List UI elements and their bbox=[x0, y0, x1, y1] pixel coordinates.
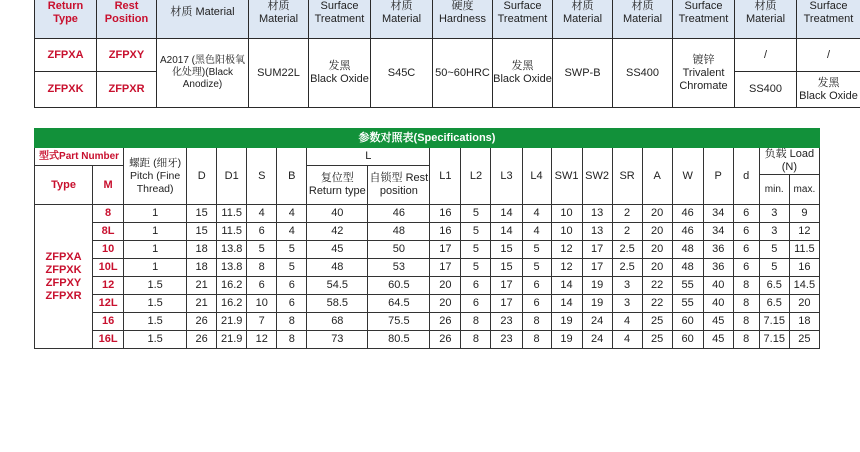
m-cell: 16 bbox=[93, 313, 124, 331]
header-material: 材质 Material bbox=[735, 0, 797, 39]
value-cell-lrest: 50 bbox=[368, 241, 430, 259]
spec-header-row-1 bbox=[35, 148, 820, 166]
value-cell-l4: 5 bbox=[522, 241, 551, 259]
value-cell-b: 5 bbox=[277, 259, 307, 277]
value-cell-lret: 42 bbox=[307, 223, 368, 241]
value-cell-l2: 5 bbox=[461, 259, 491, 277]
type-name: ZFPXR bbox=[45, 289, 82, 302]
value-cell-sw1: 12 bbox=[551, 241, 582, 259]
value-cell-max: 9 bbox=[789, 205, 819, 223]
value-cell-l4: 5 bbox=[522, 259, 551, 277]
spec-row bbox=[35, 241, 820, 259]
value-cell-pitch: 1.5 bbox=[124, 313, 187, 331]
return-type-header: 复位型 Return type bbox=[307, 166, 368, 205]
m-cell: 12 bbox=[93, 277, 124, 295]
value-cell-lret: 54.5 bbox=[307, 277, 368, 295]
value-cell-pitch: 1 bbox=[124, 259, 187, 277]
surface-cell: / bbox=[797, 39, 860, 72]
value-cell-max: 16 bbox=[789, 259, 819, 277]
material-cell: A2017 (黑色阳极氧化处理)(Black Anodize) bbox=[157, 39, 249, 108]
value-cell-b: 6 bbox=[277, 277, 307, 295]
value-cell-lrest: 80.5 bbox=[368, 331, 430, 349]
value-cell-l4: 6 bbox=[522, 295, 551, 313]
header-return-type: Return Type bbox=[35, 0, 97, 39]
value-cell-b: 8 bbox=[277, 331, 307, 349]
material-header-row bbox=[35, 0, 860, 39]
value-cell-l1: 20 bbox=[430, 277, 461, 295]
value-cell-l3: 23 bbox=[491, 331, 522, 349]
value-cell-s: 7 bbox=[247, 313, 277, 331]
surface-en: Black Oxide bbox=[799, 89, 858, 102]
type-name: ZFPXA bbox=[45, 250, 82, 263]
value-cell-sr: 2.5 bbox=[612, 241, 642, 259]
value-cell-sw2: 24 bbox=[582, 331, 612, 349]
value-cell-l4: 8 bbox=[522, 331, 551, 349]
value-cell-d1: 11.5 bbox=[217, 223, 247, 241]
types-cell bbox=[35, 205, 93, 349]
value-cell-sr: 3 bbox=[612, 277, 642, 295]
load-max-header: max. bbox=[789, 175, 819, 205]
value-cell-sw2: 13 bbox=[582, 223, 612, 241]
surface-en: Trivalent bbox=[682, 66, 725, 79]
value-cell-s: 6 bbox=[247, 277, 277, 295]
value-cell-l1: 26 bbox=[430, 313, 461, 331]
surface-cn: 镀锌 bbox=[692, 53, 715, 66]
material-cell: SWP-B bbox=[553, 39, 613, 108]
value-cell-l3: 15 bbox=[491, 259, 522, 277]
value-cell-a: 20 bbox=[642, 223, 672, 241]
spec-row bbox=[35, 277, 820, 295]
value-cell-a: 20 bbox=[642, 205, 672, 223]
material-cell: S45C bbox=[371, 39, 433, 108]
header-material: 材质 Material bbox=[371, 0, 433, 39]
rest-cell: ZFPXR bbox=[97, 72, 157, 108]
col-header-S: S bbox=[247, 148, 277, 205]
m-header: M bbox=[93, 166, 124, 205]
value-cell-min: 3 bbox=[759, 205, 789, 223]
surface-cell bbox=[493, 39, 553, 108]
value-cell-l2: 5 bbox=[461, 241, 491, 259]
value-cell-p: 40 bbox=[703, 277, 733, 295]
value-cell-a: 20 bbox=[642, 259, 672, 277]
value-cell-w: 60 bbox=[672, 331, 703, 349]
surface-cell bbox=[797, 72, 860, 108]
value-cell-b: 6 bbox=[277, 295, 307, 313]
col-header-P: P bbox=[703, 148, 733, 205]
material-row bbox=[35, 39, 860, 72]
l-group-header: L bbox=[307, 148, 430, 166]
col-header-B: B bbox=[277, 148, 307, 205]
load-header: 负载 Load (N) bbox=[759, 148, 819, 175]
value-cell-s: 8 bbox=[247, 259, 277, 277]
value-cell-max: 25 bbox=[789, 331, 819, 349]
value-cell-d1: 13.8 bbox=[217, 241, 247, 259]
value-cell-s: 5 bbox=[247, 241, 277, 259]
col-header-d: d bbox=[733, 148, 759, 205]
value-cell-p: 36 bbox=[703, 241, 733, 259]
value-cell-lrest: 64.5 bbox=[368, 295, 430, 313]
value-cell-d: 21 bbox=[187, 295, 217, 313]
value-cell-d: 8 bbox=[733, 295, 759, 313]
type-name: ZFPXY bbox=[45, 276, 82, 289]
value-cell-a: 25 bbox=[642, 313, 672, 331]
value-cell-sw2: 17 bbox=[582, 259, 612, 277]
value-cell-d1: 16.2 bbox=[217, 277, 247, 295]
col-header-SW2: SW2 bbox=[582, 148, 612, 205]
type-header: Type bbox=[35, 166, 93, 205]
m-cell: 12L bbox=[93, 295, 124, 313]
value-cell-d: 6 bbox=[733, 223, 759, 241]
header-surface-treatment: Surface Treatment bbox=[673, 0, 735, 39]
material-cell: SS400 bbox=[613, 39, 673, 108]
header-surface-treatment: Surface Treatment bbox=[797, 0, 860, 39]
value-cell-min: 7.15 bbox=[759, 313, 789, 331]
value-cell-lrest: 48 bbox=[368, 223, 430, 241]
spec-banner-row bbox=[35, 129, 820, 148]
value-cell-d1: 16.2 bbox=[217, 295, 247, 313]
value-cell-s: 4 bbox=[247, 205, 277, 223]
value-cell-lret: 45 bbox=[307, 241, 368, 259]
value-cell-lret: 73 bbox=[307, 331, 368, 349]
value-cell-sr: 3 bbox=[612, 295, 642, 313]
m-cell: 8L bbox=[93, 223, 124, 241]
value-cell-d: 15 bbox=[187, 223, 217, 241]
header-material: 材质 Material bbox=[613, 0, 673, 39]
surface-cn: 发黑 bbox=[328, 60, 351, 72]
spec-row bbox=[35, 259, 820, 277]
header-material: 材质 Material bbox=[157, 0, 249, 39]
material-table bbox=[34, 0, 860, 108]
value-cell-d: 15 bbox=[187, 205, 217, 223]
value-cell-pitch: 1 bbox=[124, 223, 187, 241]
value-cell-lret: 58.5 bbox=[307, 295, 368, 313]
value-cell-w: 55 bbox=[672, 277, 703, 295]
value-cell-max: 14.5 bbox=[789, 277, 819, 295]
value-cell-w: 48 bbox=[672, 259, 703, 277]
value-cell-d: 8 bbox=[733, 277, 759, 295]
part-number-header: 型式Part Number bbox=[35, 148, 124, 166]
spec-row bbox=[35, 223, 820, 241]
m-cell: 8 bbox=[93, 205, 124, 223]
value-cell-sw2: 24 bbox=[582, 313, 612, 331]
header-hardness: 硬度 Hardness bbox=[433, 0, 493, 39]
value-cell-pitch: 1.5 bbox=[124, 277, 187, 295]
col-header-L2: L2 bbox=[461, 148, 491, 205]
col-header-SW1: SW1 bbox=[551, 148, 582, 205]
value-cell-w: 60 bbox=[672, 313, 703, 331]
value-cell-d1: 21.9 bbox=[217, 313, 247, 331]
value-cell-b: 5 bbox=[277, 241, 307, 259]
m-cell: 16L bbox=[93, 331, 124, 349]
value-cell-p: 34 bbox=[703, 205, 733, 223]
value-cell-a: 20 bbox=[642, 241, 672, 259]
value-cell-l1: 20 bbox=[430, 295, 461, 313]
value-cell-p: 40 bbox=[703, 295, 733, 313]
spec-body bbox=[35, 205, 820, 349]
value-cell-d1: 21.9 bbox=[217, 331, 247, 349]
value-cell-pitch: 1.5 bbox=[124, 331, 187, 349]
value-cell-p: 36 bbox=[703, 259, 733, 277]
value-cell-pitch: 1.5 bbox=[124, 295, 187, 313]
value-cell-d: 8 bbox=[733, 313, 759, 331]
value-cell-max: 11.5 bbox=[789, 241, 819, 259]
value-cell-d: 8 bbox=[733, 331, 759, 349]
value-cell-s: 10 bbox=[247, 295, 277, 313]
value-cell-lret: 48 bbox=[307, 259, 368, 277]
value-cell-d1: 11.5 bbox=[217, 205, 247, 223]
header-surface-treatment: Surface Treatment bbox=[493, 0, 553, 39]
value-cell-min: 5 bbox=[759, 241, 789, 259]
specifications-table bbox=[34, 128, 820, 349]
value-cell-a: 22 bbox=[642, 277, 672, 295]
value-cell-s: 6 bbox=[247, 223, 277, 241]
value-cell-max: 18 bbox=[789, 313, 819, 331]
value-cell-l3: 17 bbox=[491, 295, 522, 313]
value-cell-l1: 16 bbox=[430, 205, 461, 223]
value-cell-lrest: 46 bbox=[368, 205, 430, 223]
value-cell-l4: 4 bbox=[522, 205, 551, 223]
value-cell-l4: 4 bbox=[522, 223, 551, 241]
value-cell-lrest: 75.5 bbox=[368, 313, 430, 331]
value-cell-min: 7.15 bbox=[759, 331, 789, 349]
value-cell-w: 55 bbox=[672, 295, 703, 313]
value-cell-l3: 17 bbox=[491, 277, 522, 295]
value-cell-sw2: 19 bbox=[582, 295, 612, 313]
hardness-cell: 50~60HRC bbox=[433, 39, 493, 108]
value-cell-l3: 14 bbox=[491, 223, 522, 241]
surface-cn: 发黑 bbox=[817, 76, 840, 89]
col-header-D1: D1 bbox=[217, 148, 247, 205]
value-cell-sw1: 19 bbox=[551, 331, 582, 349]
value-cell-sr: 2 bbox=[612, 205, 642, 223]
spec-row bbox=[35, 205, 820, 223]
value-cell-l2: 8 bbox=[461, 313, 491, 331]
surface-cell bbox=[673, 39, 735, 108]
value-cell-d: 6 bbox=[733, 259, 759, 277]
value-cell-sw1: 19 bbox=[551, 313, 582, 331]
value-cell-min: 5 bbox=[759, 259, 789, 277]
value-cell-l4: 6 bbox=[522, 277, 551, 295]
value-cell-max: 20 bbox=[789, 295, 819, 313]
value-cell-sr: 4 bbox=[612, 313, 642, 331]
surface-cell bbox=[309, 39, 371, 108]
header-material: 材质 Material bbox=[249, 0, 309, 39]
rest-cell: ZFPXY bbox=[97, 39, 157, 72]
value-cell-lrest: 53 bbox=[368, 259, 430, 277]
value-cell-p: 45 bbox=[703, 331, 733, 349]
value-cell-l3: 23 bbox=[491, 313, 522, 331]
header-surface-treatment: Surface Treatment bbox=[309, 0, 371, 39]
m-cell: 10 bbox=[93, 241, 124, 259]
spec-title: 参数对照表(Specifications) bbox=[35, 129, 820, 148]
value-cell-d: 6 bbox=[733, 241, 759, 259]
material-cell: SUM22L bbox=[249, 39, 309, 108]
value-cell-sw1: 10 bbox=[551, 205, 582, 223]
value-cell-d: 18 bbox=[187, 259, 217, 277]
spec-row bbox=[35, 313, 820, 331]
value-cell-p: 34 bbox=[703, 223, 733, 241]
value-cell-d: 6 bbox=[733, 205, 759, 223]
col-header-L1: L1 bbox=[430, 148, 461, 205]
value-cell-min: 3 bbox=[759, 223, 789, 241]
header-rest-position: Rest Position bbox=[97, 0, 157, 39]
value-cell-l1: 17 bbox=[430, 259, 461, 277]
pitch-header: 螺距 (细牙) Pitch (Fine Thread) bbox=[124, 148, 187, 205]
type-name: ZFPXK bbox=[45, 263, 82, 276]
value-cell-sw1: 12 bbox=[551, 259, 582, 277]
load-min-header: min. bbox=[759, 175, 789, 205]
value-cell-l2: 5 bbox=[461, 205, 491, 223]
value-cell-l2: 6 bbox=[461, 295, 491, 313]
value-cell-sw1: 10 bbox=[551, 223, 582, 241]
value-cell-sw1: 14 bbox=[551, 295, 582, 313]
value-cell-l3: 14 bbox=[491, 205, 522, 223]
value-cell-w: 46 bbox=[672, 223, 703, 241]
col-header-SR: SR bbox=[612, 148, 642, 205]
value-cell-l1: 26 bbox=[430, 331, 461, 349]
value-cell-min: 6.5 bbox=[759, 277, 789, 295]
col-header-L3: L3 bbox=[491, 148, 522, 205]
value-cell-sw2: 13 bbox=[582, 205, 612, 223]
spec-row bbox=[35, 295, 820, 313]
material-cell: SS400 bbox=[735, 72, 797, 108]
value-cell-b: 4 bbox=[277, 205, 307, 223]
value-cell-l2: 6 bbox=[461, 277, 491, 295]
value-cell-lret: 40 bbox=[307, 205, 368, 223]
value-cell-pitch: 1 bbox=[124, 205, 187, 223]
value-cell-sw2: 17 bbox=[582, 241, 612, 259]
col-header-A: A bbox=[642, 148, 672, 205]
value-cell-d1: 13.8 bbox=[217, 259, 247, 277]
value-cell-l2: 8 bbox=[461, 331, 491, 349]
value-cell-l3: 15 bbox=[491, 241, 522, 259]
value-cell-s: 12 bbox=[247, 331, 277, 349]
value-cell-l1: 17 bbox=[430, 241, 461, 259]
value-cell-sr: 2.5 bbox=[612, 259, 642, 277]
value-cell-w: 46 bbox=[672, 205, 703, 223]
value-cell-b: 4 bbox=[277, 223, 307, 241]
value-cell-d: 26 bbox=[187, 313, 217, 331]
header-material: 材质 Material bbox=[553, 0, 613, 39]
value-cell-a: 25 bbox=[642, 331, 672, 349]
surface-en: Black Oxide bbox=[310, 73, 369, 85]
surface-en: Black Oxide bbox=[493, 73, 552, 85]
value-cell-sw1: 14 bbox=[551, 277, 582, 295]
material-cell: / bbox=[735, 39, 797, 72]
value-cell-d: 18 bbox=[187, 241, 217, 259]
value-cell-sr: 2 bbox=[612, 223, 642, 241]
value-cell-min: 6.5 bbox=[759, 295, 789, 313]
col-header-D: D bbox=[187, 148, 217, 205]
type-cell: ZFPXA bbox=[35, 39, 97, 72]
value-cell-max: 12 bbox=[789, 223, 819, 241]
col-header-L4: L4 bbox=[522, 148, 551, 205]
col-header-W: W bbox=[672, 148, 703, 205]
value-cell-p: 45 bbox=[703, 313, 733, 331]
value-cell-b: 8 bbox=[277, 313, 307, 331]
value-cell-w: 48 bbox=[672, 241, 703, 259]
value-cell-l4: 8 bbox=[522, 313, 551, 331]
value-cell-lrest: 60.5 bbox=[368, 277, 430, 295]
value-cell-d: 21 bbox=[187, 277, 217, 295]
value-cell-sw2: 19 bbox=[582, 277, 612, 295]
spec-row bbox=[35, 331, 820, 349]
value-cell-l2: 5 bbox=[461, 223, 491, 241]
rest-position-header: 自锁型 Rest position bbox=[368, 166, 430, 205]
value-cell-lret: 68 bbox=[307, 313, 368, 331]
surface-cn: 发黑 bbox=[511, 60, 534, 72]
m-cell: 10L bbox=[93, 259, 124, 277]
value-cell-l1: 16 bbox=[430, 223, 461, 241]
type-cell: ZFPXK bbox=[35, 72, 97, 108]
value-cell-a: 22 bbox=[642, 295, 672, 313]
surface-en: Chromate bbox=[679, 79, 728, 92]
value-cell-d: 26 bbox=[187, 331, 217, 349]
value-cell-pitch: 1 bbox=[124, 241, 187, 259]
value-cell-sr: 4 bbox=[612, 331, 642, 349]
